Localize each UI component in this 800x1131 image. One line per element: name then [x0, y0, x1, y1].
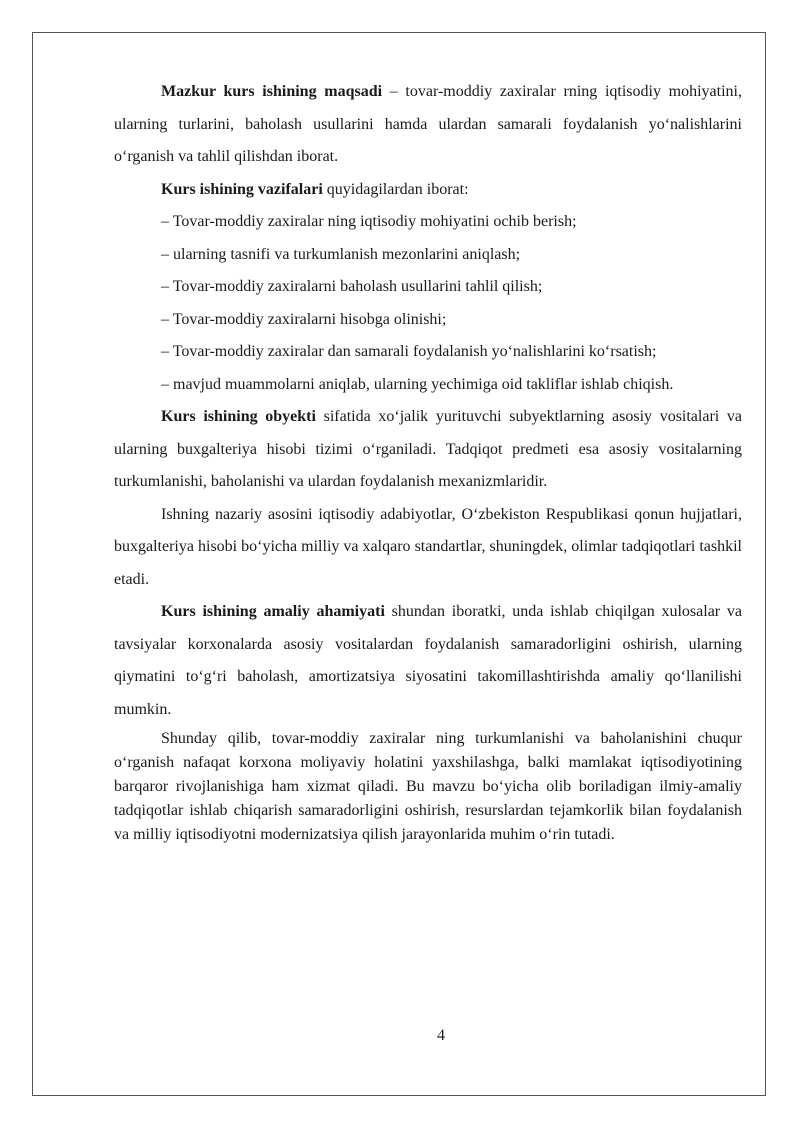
object-heading: Kurs ishining obyekti	[161, 408, 316, 425]
goal-heading: Mazkur kurs ishining maqsadi	[161, 83, 383, 100]
task-item-5: – Tovar-moddiy zaxiralar dan samarali foydalanish yo‘nalishlarini ko‘rsatish;	[161, 343, 657, 360]
practical-paragraph	[114, 596, 742, 726]
tasks-intro-text: quyidagilardan iborat:	[322, 180, 469, 198]
page-number: 4	[437, 1027, 445, 1044]
task-item-2: – ularning tasnifi va turkumlanish mezonlarini aniqlash;	[161, 245, 521, 263]
document-body	[114, 76, 742, 847]
object-paragraph	[114, 401, 742, 499]
goal-text: – tovar-moddiy zaxiralar rning iqtisodiy mohiyatini, ularning turlarini, baholash usullarini hamda ulardan samarali foydalanish yo‘nalishlarini o‘rganish va tahlil qilishdan iborat.	[114, 83, 742, 165]
tasks-heading: Kurs ishining vazifalari	[161, 180, 323, 198]
practical-text: shundan iboratki, unda ishlab chiqilgan xulosalar va tavsiyalar korxonalarda asosiy vositalardan foydalanish samaradorligini oshirish, ularning qiymatini to‘g‘ri baholash, amortizatsiya siyosatini takomillashtirishda amaliy qo‘llanilishi mumkin.	[114, 603, 743, 718]
tasks-intro-paragraph	[114, 174, 742, 207]
conclusion-paragraph: Shunday qilib, tovar-moddiy zaxiralar ning turkumlanishi va baholanishini chuqur o‘rganish nafaqat korxona moliyaviy holatini yaxshilashga, balki mamlakat iqtisodiyotining barqaror rivojlanishiga ham xizmat qiladi. Bu mavzu bo‘yicha olib boriladigan ilmiy-amaliy tadqiqotlar ishlab chiqarish samaradorligini oshirish, resurslardan tejamkorlik bilan foydalanish va milliy iqtisodiyotni modernizatsiya qilish jarayonlarida muhim o‘rin tutadi.	[114, 730, 742, 843]
object-text: sifatida xo‘jalik yurituvchi subyektlarning asosiy vositalari va ularning buxgalteriya hisobi tizimi o‘rganiladi. Tadqiqot predmeti esa asosiy vositalarning turkumlanishi, baholanishi va ulardan foydalanish mexanizmlaridir.	[114, 408, 743, 490]
task-item-6: – mavjud muammolarni aniqlab, ularning yechimiga oid takliflar ishlab chiqish.	[161, 375, 674, 393]
goal-paragraph	[114, 76, 742, 174]
practical-heading: Kurs ishining amaliy ahamiyati	[161, 603, 385, 620]
task-item-4: – Tovar-moddiy zaxiralarni hisobga olinishi;	[161, 310, 447, 328]
task-item-1: – Tovar-moddiy zaxiralar ning iqtisodiy mohiyatini ochib berish;	[161, 213, 577, 230]
theory-paragraph: Ishning nazariy asosini iqtisodiy adabiyotlar, O‘zbekiston Respublikasi qonun hujjatlari, buxgalteriya hisobi bo‘yicha milliy va xalqaro standartlar, shuningdek, olimlar tadqiqotlari tashkil etadi.	[114, 505, 742, 588]
task-item-3: – Tovar-moddiy zaxiralarni baholash usullarini tahlil qilish;	[161, 278, 543, 295]
